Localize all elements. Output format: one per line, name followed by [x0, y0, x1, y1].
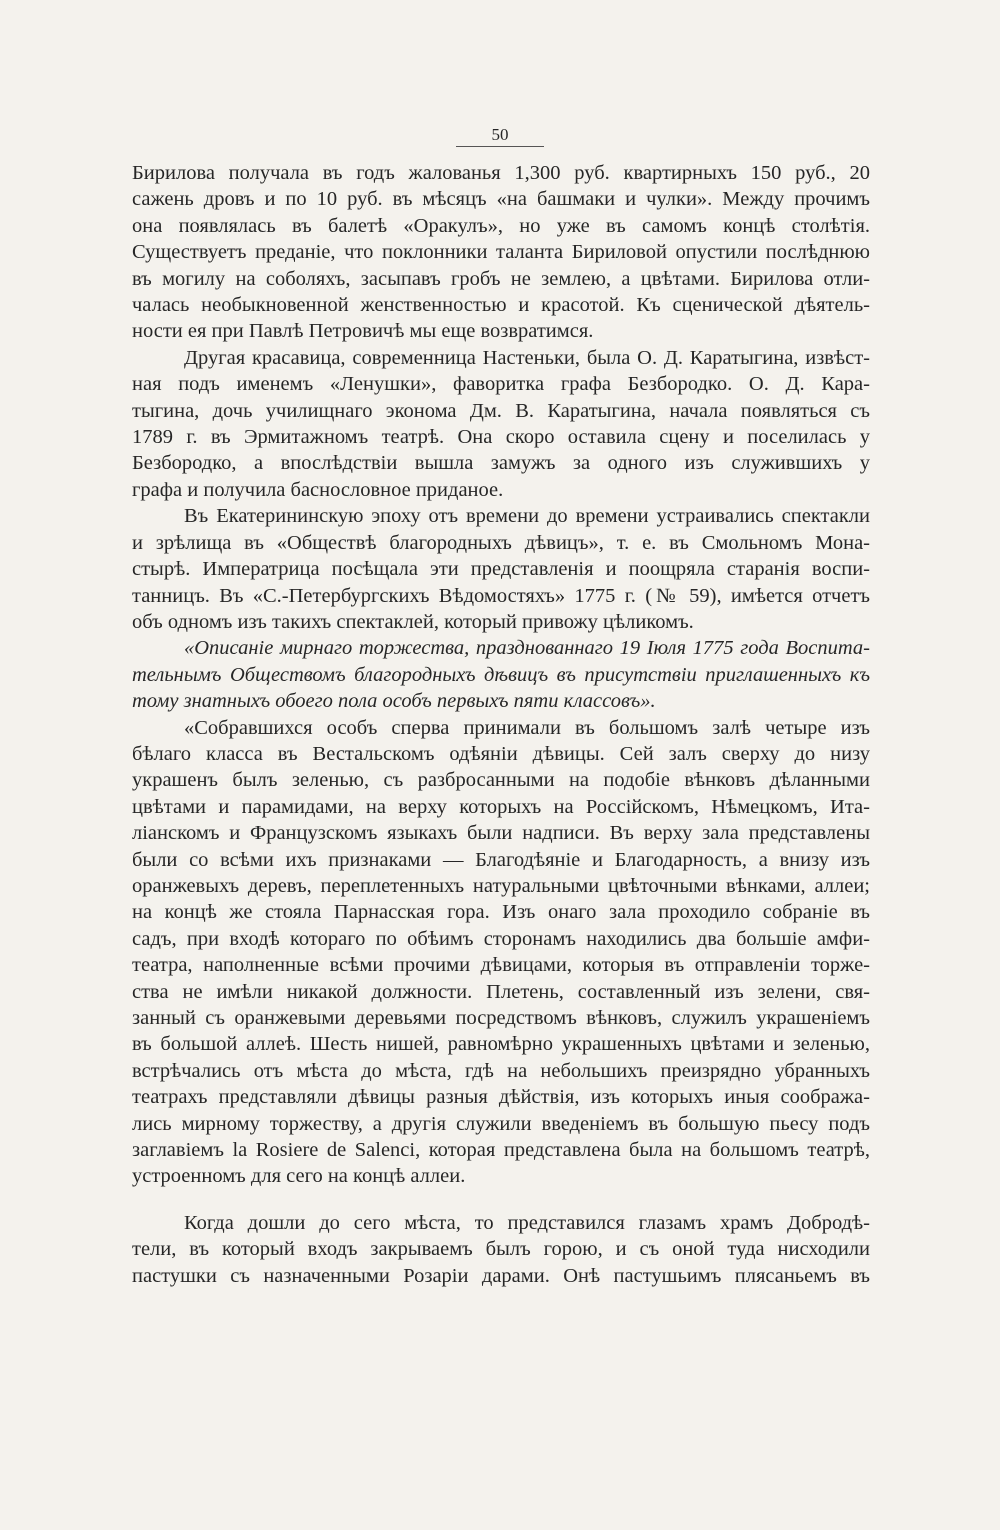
text-line: Бирилова получала въ годъ жалованья 1,300 руб. квартирныхъ 150 руб., 20 — [132, 162, 870, 184]
paragraph-spacer — [132, 1190, 870, 1210]
paragraph-festival-description — [132, 715, 870, 1190]
text-line: тыгина, дочь училищнаго эконома Дм. В. Каратыгина, начала появляться съ — [132, 399, 870, 422]
text-line: лись мирному торжеству, а другія служили введеніемъ въ большую пьесу подъ — [132, 1112, 870, 1135]
text-line: въ могилу на соболяхъ, засыпавъ гробъ не землею, а цвѣтами. Бирилова отли- — [132, 267, 870, 290]
text-line: ная подъ именемъ «Ленушки», фаворитка графа Безбородко. О. Д. Кара- — [132, 373, 870, 396]
text-line: устроенномъ для сего на концѣ аллеи. — [132, 1165, 466, 1188]
text-line: Въ Екатерининскую эпоху отъ времени до времени устраивались спектакли — [184, 505, 870, 528]
text-line: чалась необыкновенной женственностью и красотой. Къ сценической дѣятель- — [132, 294, 870, 317]
text-line: театрахъ представляли дѣвицы разныя дѣйствія, изъ которыхъ иныя соображa- — [132, 1086, 870, 1109]
text-line: графа и получила баснословное приданое. — [132, 478, 504, 501]
text-line: она появлялась въ балетѣ «Оракулъ», но уже въ самомъ концѣ столѣтія. — [132, 214, 870, 237]
paragraph-smolny — [132, 503, 870, 635]
text-line: ности ея при Павлѣ Петровичѣ мы еще возвратимся. — [132, 320, 594, 343]
text-line: на концѣ же стояла Парнасская гора. Изъ онаго зала проходило собраніе въ — [132, 901, 870, 924]
text-line: Существуетъ преданіе, что поклонники таланта Бириловой опустили послѣднюю — [132, 241, 870, 264]
text-line: цвѣтами и парамидами, на верху которыхъ на Россійскомъ, Нѣмецкомъ, Ита- — [132, 795, 870, 818]
text-line: «Описаніе мирнаго торжества, празднованнаго 19 Іюля 1775 года Воспита- — [184, 637, 870, 660]
text-line: сажень дровъ и по 10 руб. въ мѣсяцъ «на башмаки и чулки». Между прочимъ — [132, 188, 870, 211]
header-rule — [456, 146, 544, 147]
text-line: бѣлаго класса въ Вестальскомъ одѣяніи дѣвицы. Сей залъ сверху до низу — [132, 742, 870, 765]
text-line: занный съ оранжевыми деревьями посредствомъ вѣнковъ, служилъ украшеніемъ — [132, 1007, 870, 1029]
text-line: тельнымъ Обществомъ благородныхъ дѣвицъ въ присутствіи приглашенныхъ къ — [132, 663, 870, 686]
text-line: пастушки съ назначенными Розаріи дарами. Онѣ пастушьимъ плясаньемъ въ — [132, 1264, 870, 1287]
text-line: и зрѣлища въ «Обществѣ благородныхъ дѣвицъ», т. е. въ Смольномъ Мона- — [132, 531, 870, 554]
text-line: были со всѣми ихъ признаками — Благодѣяніе и Благодарность, а внизу изъ — [132, 848, 870, 871]
text-line: заглавіемъ la Rosiere de Salenci, которая представлена была на большомъ театрѣ, — [132, 1139, 870, 1162]
paragraph-temple — [132, 1210, 870, 1289]
text-line: въ большой аллеѣ. Шесть нишей, равномѣрно украшенныхъ цвѣтами и зеленью, — [132, 1033, 870, 1056]
body-text — [132, 160, 870, 1289]
text-line: встрѣчались отъ мѣста до мѣста, гдѣ на небольшихъ преизрядно убранныхъ — [132, 1059, 870, 1082]
text-line: театра, наполненные всѣми прочими дѣвицами, которыя въ отправленіи торже- — [132, 954, 870, 977]
text-line: стырѣ. Императрица посѣщала эти представленія и поощряла старанія воспи- — [132, 558, 870, 581]
text-line: Когда дошли до сего мѣста, то представился глазамъ храмъ Добродѣ- — [184, 1211, 870, 1234]
text-line: тому знатныхъ обоего пола особъ первыхъ пяти классовъ». — [132, 690, 656, 713]
text-line: Другая красавица, современница Настеньки, была О. Д. Каратыгина, извѣст- — [184, 346, 870, 369]
text-line: ліанскомъ и Французскомъ языкахъ были надписи. Въ верху зала представлены — [132, 822, 870, 845]
page-number: 50 — [491, 125, 509, 144]
page-number-header — [456, 126, 544, 147]
text-line: 1789 г. въ Эрмитажномъ театрѣ. Она скоро оставила сцену и поселилась у — [132, 426, 870, 449]
paragraph-birilova — [132, 160, 870, 345]
paragraph-description-title — [132, 635, 870, 714]
text-line: объ одномъ изъ такихъ спектаклей, который привожу цѣликомъ. — [132, 610, 694, 633]
text-line: танницъ. Въ «С.-Петербургскихъ Вѣдомостяхъ» 1775 г. (№ 59), имѣется отчетъ — [132, 584, 870, 607]
text-line: садъ, при входѣ котораго по обѣимъ сторонамъ находились два большіе амфи- — [132, 927, 870, 950]
text-line: ства не имѣли никакой должности. Плетень, составленный изъ зелени, свя- — [132, 980, 870, 1003]
text-line: украшенъ былъ зеленью, съ разбросанными на подобіе вѣнковъ дѣланными — [132, 769, 870, 792]
text-line: оранжевыхъ деревъ, переплетенныхъ натуральными цвѣточными вѣнками, аллеи; — [132, 874, 870, 897]
paragraph-karatygina — [132, 345, 870, 503]
text-line: Безбородко, а впослѣдствіи вышла замужъ за одного изъ служившихъ у — [132, 452, 870, 475]
text-line: «Собравшихся особъ сперва принимали въ большомъ залѣ четыре изъ — [184, 716, 870, 739]
text-line: тели, въ который входъ закрываемъ былъ горою, и съ оной туда нисходили — [132, 1238, 870, 1261]
